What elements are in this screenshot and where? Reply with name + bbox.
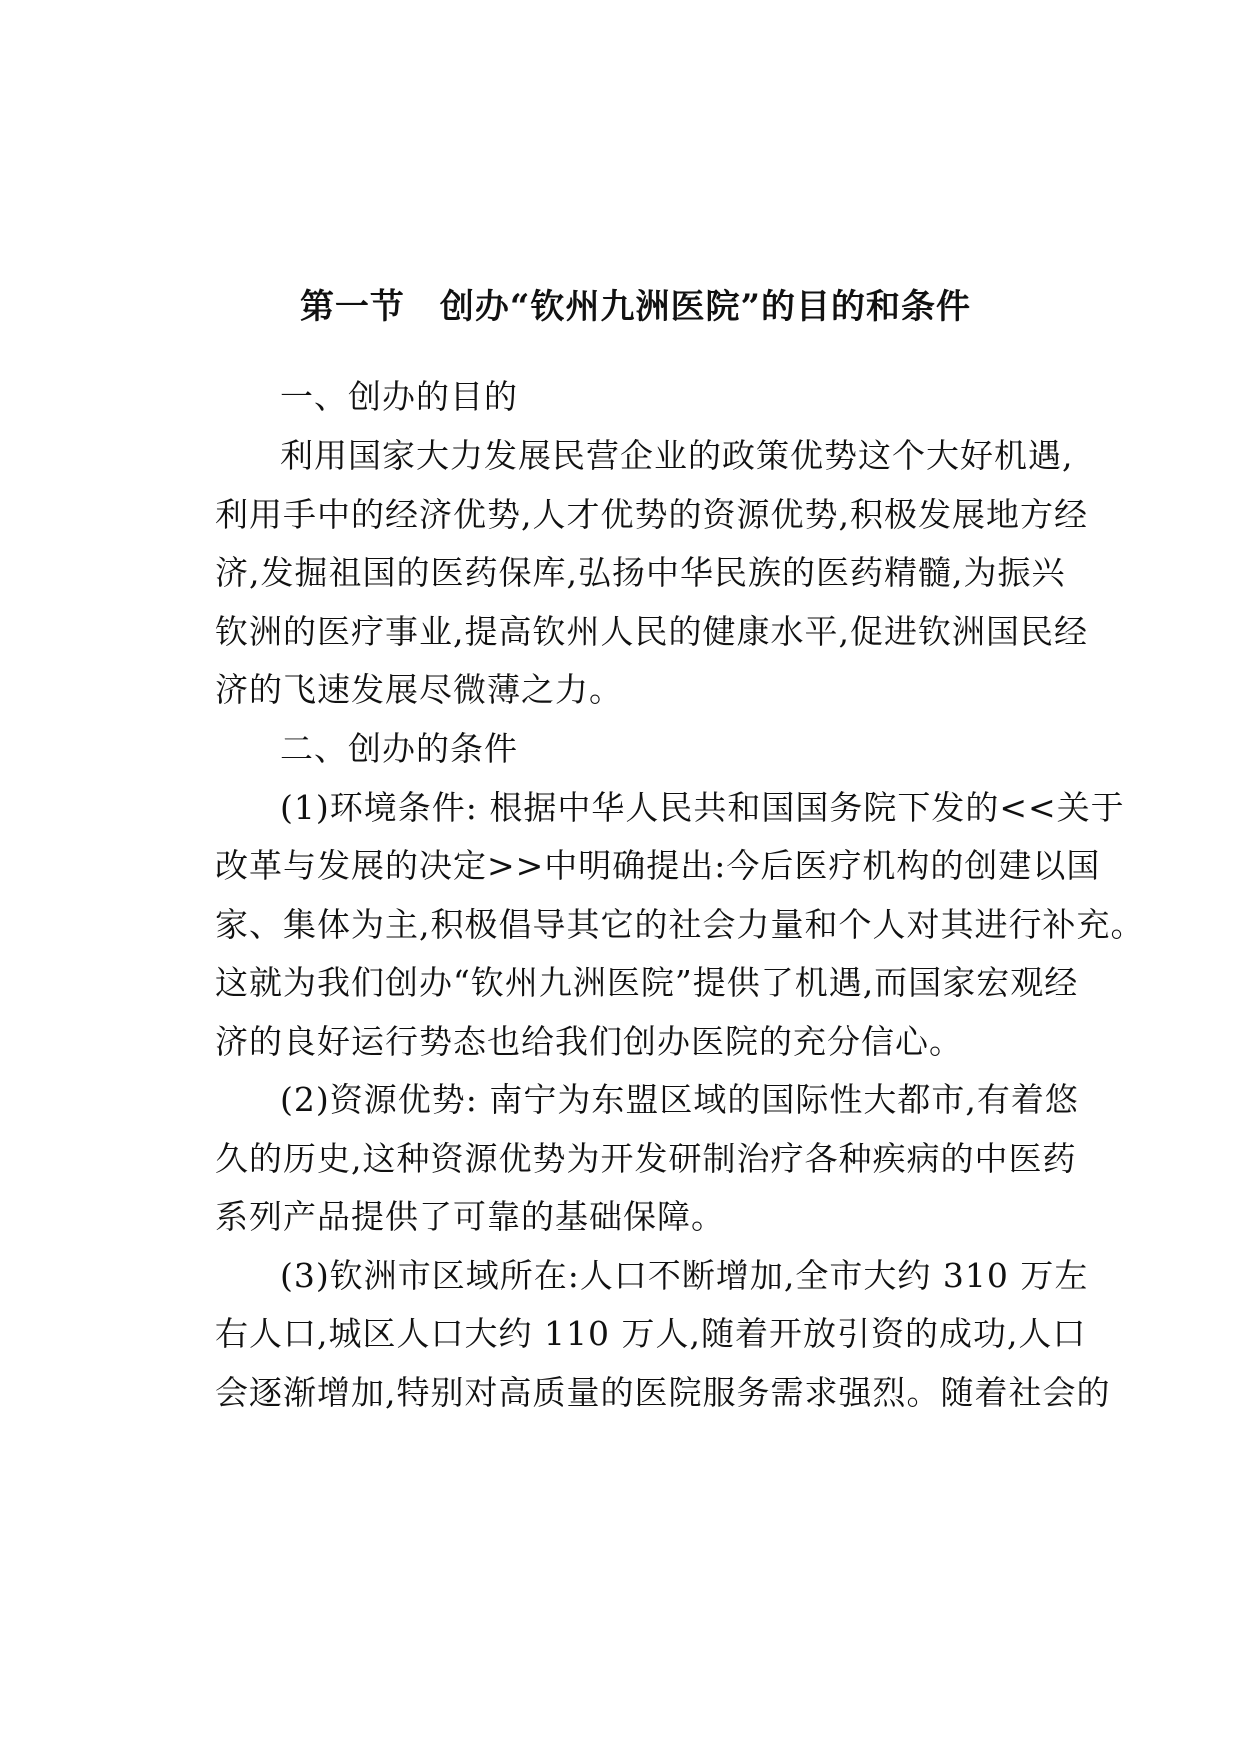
paragraph-line: 改革与发展的决定>>中明确提出:今后医疗机构的创建以国 — [215, 846, 1101, 885]
paragraph-line: 济的飞速发展尽微薄之力。 — [215, 670, 623, 709]
paragraph-line: 右人口,城区人口大约 110 万人,随着开放引资的成功,人口 — [215, 1314, 1087, 1353]
paragraph-line: (2)资源优势: 南宁为东盟区域的国际性大都市,有着悠 — [280, 1080, 1079, 1119]
section-title: 第一节 创办“钦州九洲医院”的目的和条件 — [299, 287, 972, 327]
paragraph-line: 这就为我们创办“钦州九洲医院”提供了机遇,而国家宏观经 — [215, 963, 1079, 1002]
paragraph-line: 济的良好运行势态也给我们创办医院的充分信心。 — [215, 1022, 963, 1061]
paragraph-line: 利用手中的经济优势,人才优势的资源优势,积极发展地方经 — [215, 495, 1088, 534]
paragraph-line: 利用国家大力发展民营企业的政策优势这个大好机遇, — [280, 436, 1074, 475]
heading-purpose: 一、创办的目的 — [280, 377, 518, 416]
paragraph-line: 钦洲的医疗事业,提高钦州人民的健康水平,促进钦洲国民经 — [215, 612, 1088, 651]
paragraph-line: (1)环境条件: 根据中华人民共和国国务院下发的<<关于 — [280, 788, 1125, 827]
heading-conditions: 二、创办的条件 — [280, 729, 518, 768]
paragraph-line: 济,发掘祖国的医药保库,弘扬中华民族的医药精髓,为振兴 — [215, 553, 1066, 592]
paragraph-line: 系列产品提供了可靠的基础保障。 — [215, 1197, 725, 1236]
paragraph-line: 家、集体为主,积极倡导其它的社会力量和个人对其进行补充。 — [215, 905, 1145, 944]
paragraph-line: 会逐渐增加,特别对高质量的医院服务需求强烈。随着社会的 — [215, 1373, 1111, 1412]
paragraph-line: 久的历史,这种资源优势为开发研制治疗各种疾病的中医药 — [215, 1139, 1077, 1178]
paragraph-line: (3)钦洲市区域所在:人口不断增加,全市大约 310 万左 — [280, 1256, 1089, 1295]
